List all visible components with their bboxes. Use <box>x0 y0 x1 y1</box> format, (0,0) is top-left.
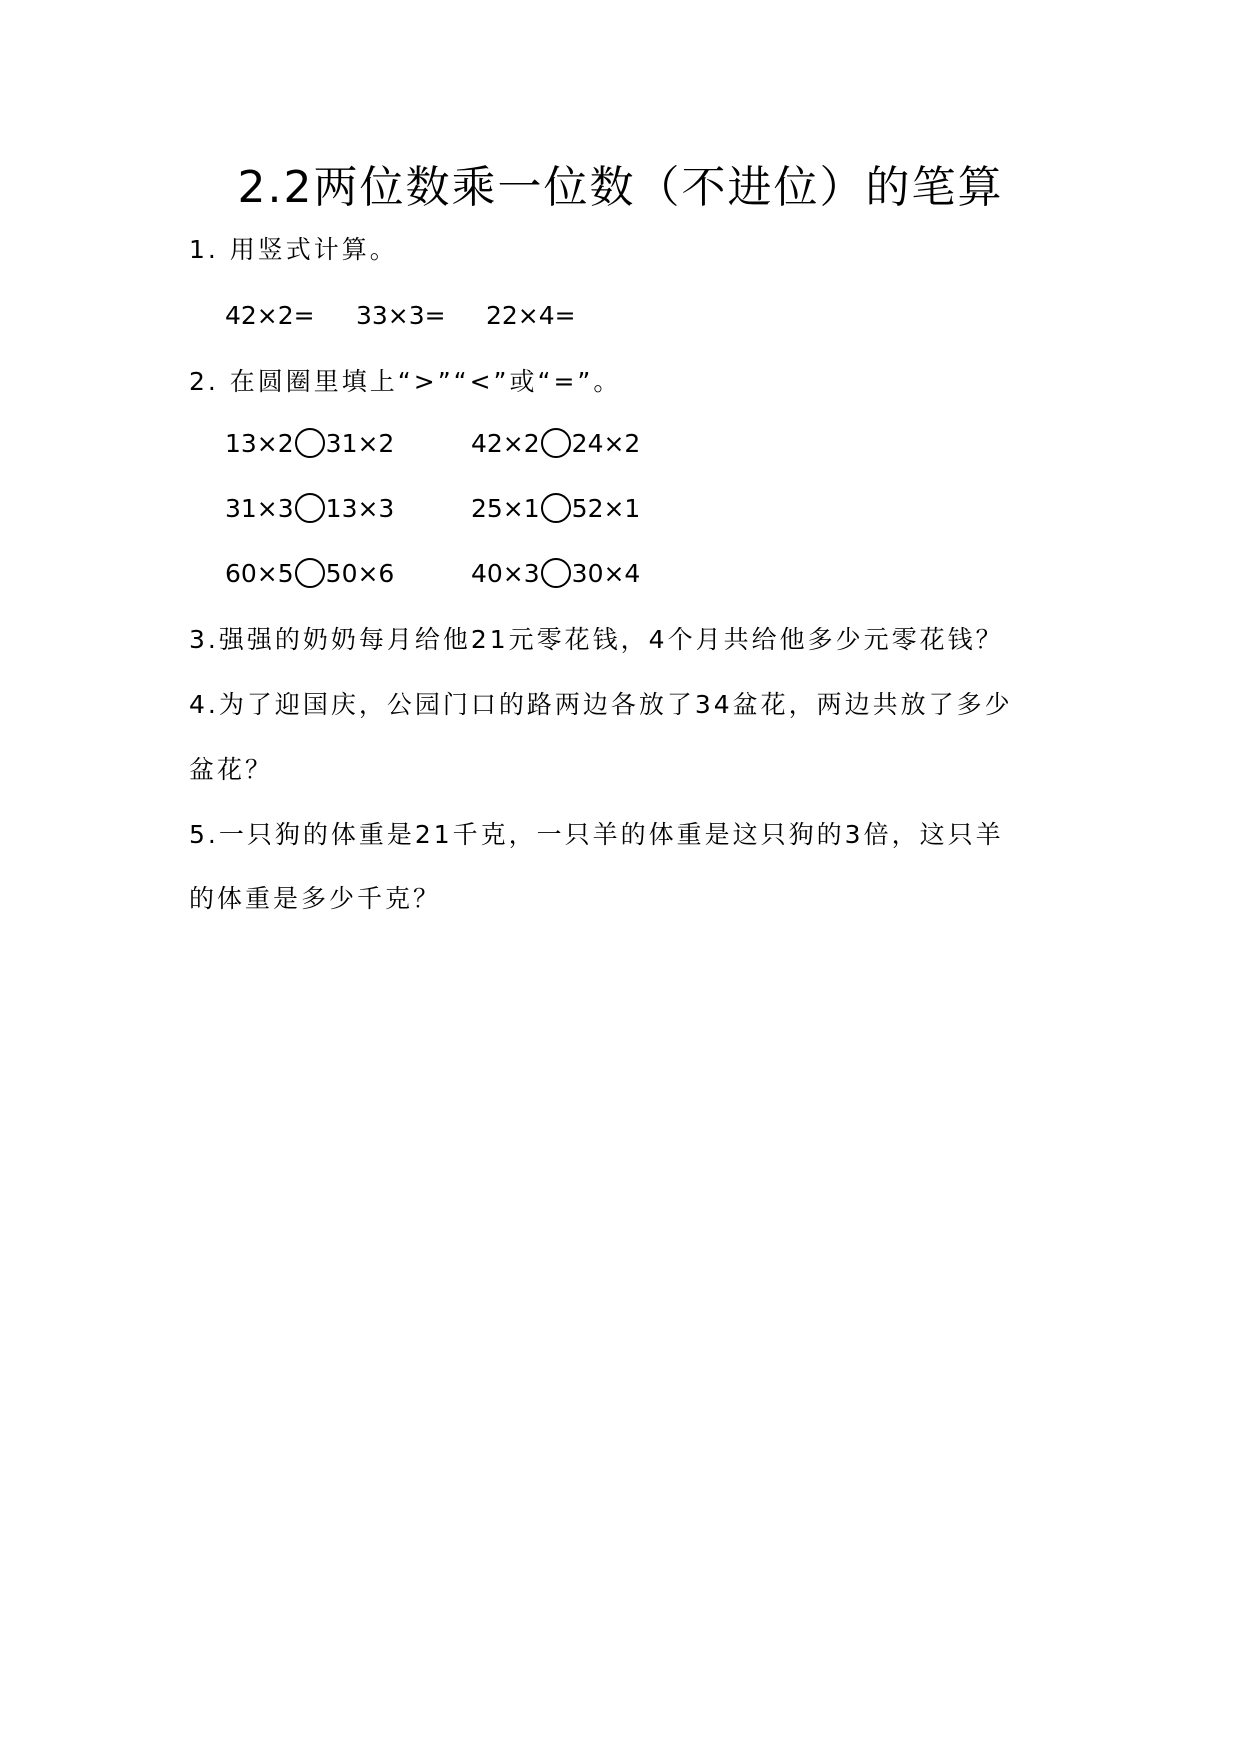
question-5-line-2: 的体重是多少千克？ <box>189 884 442 913</box>
comparison-item <box>471 426 640 462</box>
question-4-line-2: 盆花？ <box>189 755 274 784</box>
question-3-text: 3.强强的奶奶每月给他21元零花钱，4个月共给他多少元零花钱？ <box>189 625 1004 654</box>
comparison-right: 13×3 <box>325 494 395 523</box>
comparison-item <box>225 491 394 527</box>
comparison-item <box>225 556 394 592</box>
answer-circle[interactable] <box>295 558 325 588</box>
comparison-right: 30×4 <box>571 559 641 588</box>
comparison-left: 13×2 <box>225 429 294 458</box>
page-title: 2.2两位数乘一位数（不进位）的笔算 <box>237 162 1004 213</box>
question-5-line-1: 5.一只狗的体重是21千克，一只羊的体重是这只狗的3倍，这只羊 <box>189 820 1004 849</box>
comparison-left: 60×5 <box>225 559 294 588</box>
comparison-right: 31×2 <box>325 429 395 458</box>
answer-circle[interactable] <box>541 428 571 458</box>
answer-circle[interactable] <box>541 558 571 588</box>
calc-expression: 33×3= <box>356 301 446 330</box>
comparison-right: 52×1 <box>571 494 641 523</box>
comparison-item <box>471 491 640 527</box>
calc-expression: 42×2= <box>225 301 315 330</box>
comparison-left: 25×1 <box>471 494 540 523</box>
question-4-line-1: 4.为了迎国庆，公园门口的路两边各放了34盆花，两边共放了多少 <box>189 690 1013 719</box>
question-1-prompt: 1. 用竖式计算。 <box>189 235 398 264</box>
comparison-right: 24×2 <box>571 429 641 458</box>
comparison-left: 31×3 <box>225 494 294 523</box>
calc-expression: 22×4= <box>486 301 576 330</box>
question-2-prompt: 2. 在圆圈里填上“>”“<”或“=”。 <box>189 367 622 396</box>
answer-circle[interactable] <box>541 493 571 523</box>
answer-circle[interactable] <box>295 428 325 458</box>
comparison-item <box>225 426 394 462</box>
comparison-left: 40×3 <box>471 559 540 588</box>
comparison-left: 42×2 <box>471 429 540 458</box>
comparison-item <box>471 556 640 592</box>
answer-circle[interactable] <box>295 493 325 523</box>
comparison-right: 50×6 <box>325 559 395 588</box>
